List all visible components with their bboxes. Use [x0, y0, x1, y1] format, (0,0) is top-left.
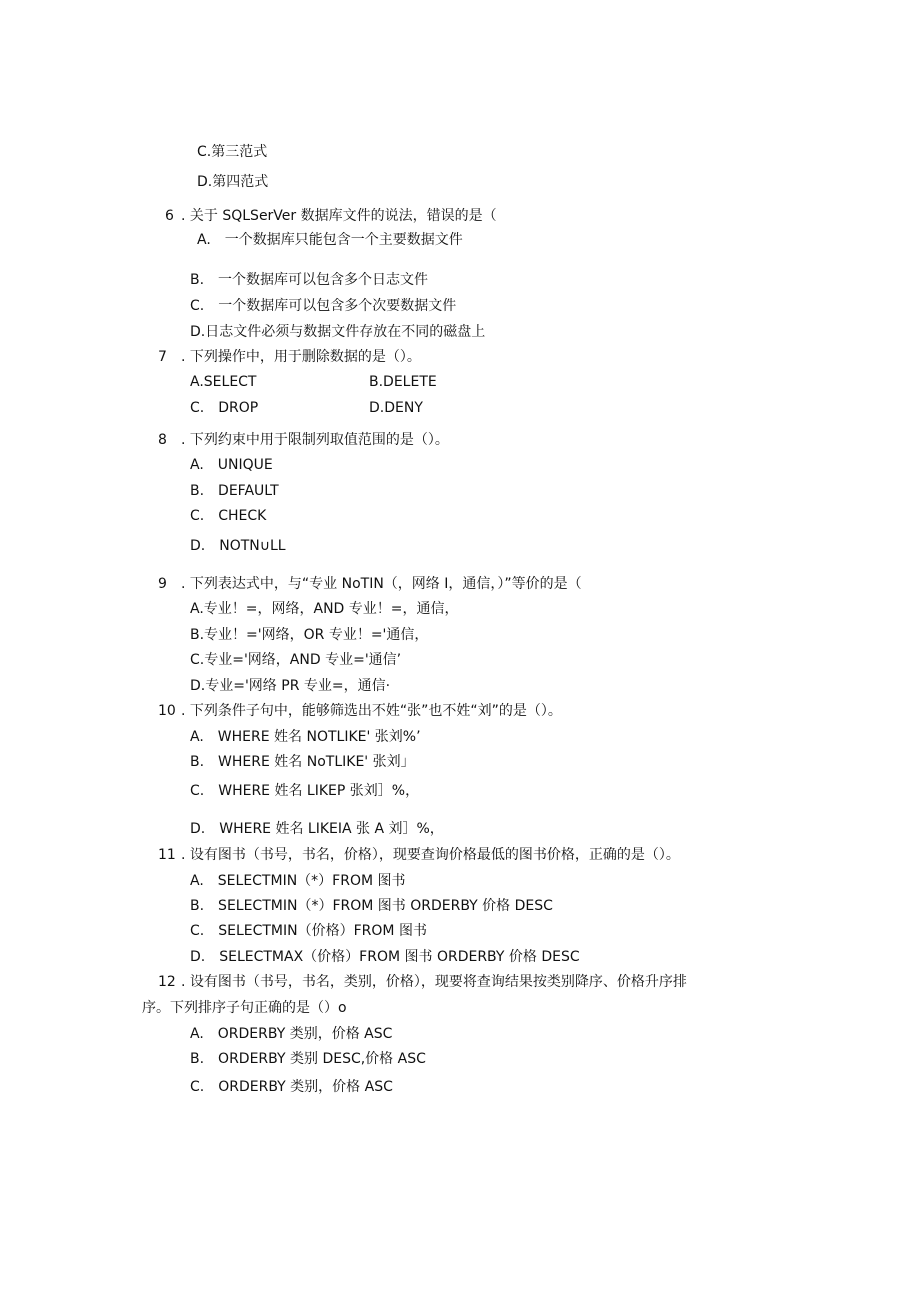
question-number-12: 12 [158, 974, 176, 990]
option-d-q9: D.专业='网络 PR 专业=，通信· [190, 678, 391, 694]
option-d-q7: D.DENY [369, 400, 423, 416]
question-10-text: . 下列条件子句中，能够筛选出不姓“张”也不姓“刘”的是（）。 [181, 703, 562, 719]
option-c-q11: C. SELECTMIN（价格）FROM 图书 [190, 923, 427, 939]
question-9-text: . 下列表达式中，与“专业 NoTIN（，网络 I，通信，）”等价的是（ [181, 576, 582, 592]
question-number-6: 6 [165, 208, 174, 224]
question-11-text: . 设有图书（书号，书名，价格），现要查询价格最低的图书价格，正确的是（）。 [181, 847, 680, 863]
option-c-q6: C. 一个数据库可以包含多个次要数据文件 [190, 298, 457, 314]
option-d-q8: D. NOTN∪LL [190, 538, 286, 554]
option-c-q10: C. WHERE 姓名 LIKEP 张刘］%， [190, 783, 420, 799]
option-b-q8: B. DEFAULT [190, 483, 279, 499]
option-d-q11: D. SELECTMAX（价格）FROM 图书 ORDERBY 价格 DESC [190, 949, 580, 965]
option-c-q7: C. DROP [190, 400, 259, 416]
option-b-q6: B. 一个数据库可以包含多个日志文件 [190, 272, 429, 288]
question-12-text: . 设有图书（书号，书名，类别，价格），现要将查询结果按类别降序、价格升序排 [181, 974, 687, 990]
option-a-q9: A.专业！=，网络，AND 专业！=，通信， [190, 601, 459, 617]
option-a-q10: A. WHERE 姓名 NOTLIKE' 张刘%’ [190, 729, 421, 745]
question-12-text-cont: 序。下列排序子句正确的是（）o [142, 1000, 347, 1016]
option-a-q8: A. UNIQUE [190, 457, 273, 473]
question-7-text: . 下列操作中，用于删除数据的是（）。 [181, 349, 421, 365]
option-c-q5: C.第三范式 [197, 144, 268, 160]
option-b-q10: B. WHERE 姓名 NoTLIKE' 张刘」 [190, 754, 415, 770]
question-number-7: 7 [158, 349, 167, 365]
option-d-q5: D.第四范式 [197, 174, 269, 190]
question-number-9: 9 [158, 576, 167, 592]
option-c-q8: C. CHECK [190, 508, 267, 524]
option-c-q9: C.专业='网络，AND 专业='通信’ [190, 652, 402, 668]
question-8-text: . 下列约束中用于限制列取值范围的是（）。 [181, 432, 449, 448]
option-d-q6: D.日志文件必须与数据文件存放在不同的磁盘上 [190, 324, 486, 340]
option-b-q11: B. SELECTMIN（*）FROM 图书 ORDERBY 价格 DESC [190, 898, 553, 914]
option-d-q10: D. WHERE 姓名 LIKEIA 张 A 刘］%， [190, 821, 444, 837]
option-a-q6: A. 一个数据库只能包含一个主要数据文件 [197, 232, 463, 248]
question-6-text: . 关于 SQLSerVer 数据库文件的说法，错误的是（ [181, 208, 497, 224]
option-a-q11: A. SELECTMIN（*）FROM 图书 [190, 873, 406, 889]
option-b-q7: B.DELETE [369, 374, 437, 390]
option-b-q9: B.专业！='网络，OR 专业！='通信， [190, 627, 429, 643]
option-b-q12: B. ORDERBY 类别 DESC,价格 ASC [190, 1051, 426, 1067]
question-number-8: 8 [158, 432, 167, 448]
question-number-10: 10 [158, 703, 176, 719]
option-a-q7: A.SELECT [190, 374, 257, 390]
question-number-11: 11 [158, 847, 176, 863]
option-c-q12: C. ORDERBY 类别，价格 ASC [190, 1079, 393, 1095]
option-a-q12: A. ORDERBY 类别，价格 ASC [190, 1026, 393, 1042]
